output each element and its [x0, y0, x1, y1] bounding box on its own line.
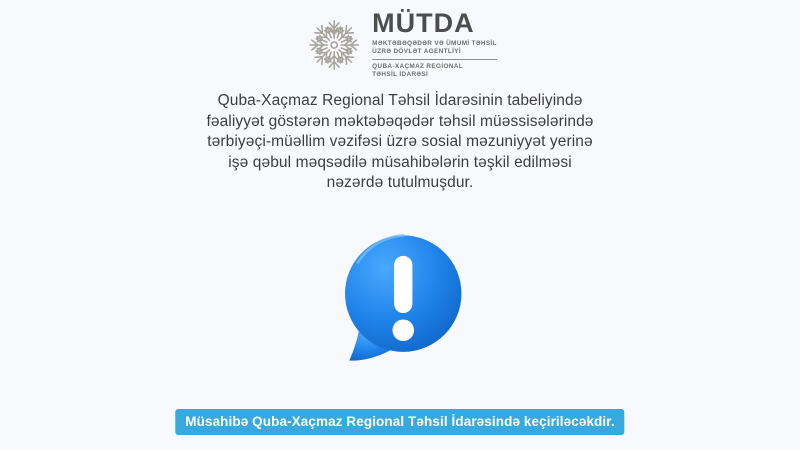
- announcement-text: Quba-Xaçmaz Regional Təhsil İdarəsinin tabeliyində fəaliyyət göstərən məktəbəqədər təhsil müəssisələrində tərbiyəçi-müəllim vəzifəsi üzrə sosial məzuniyyət yerinə işə qəbul məqsədilə müsahibələrin təşkil edilməsi nəzərdə tutulmuşdur.: [206, 92, 594, 191]
- rosette-snowflake-icon: [303, 14, 365, 76]
- logo-agency-line1: MƏKTƏBƏQƏDƏR VƏ ÜMUMİ TƏHSİL: [372, 40, 497, 47]
- logo-text-column: [372, 10, 497, 79]
- speech-bubble-exclamation-icon: [331, 230, 469, 368]
- logo-divider: [372, 59, 497, 60]
- logo-title: MÜTDA: [372, 8, 475, 38]
- logo-regional-line1: QUBA-XAÇMAZ REGİONAL: [372, 63, 463, 70]
- mutda-logo: [303, 10, 497, 79]
- logo-regional-office: [372, 63, 497, 79]
- logo-regional-line2: TƏHSİL İDARƏSİ: [372, 71, 429, 78]
- logo-agency-line2: ÜZRƏ DÖVLƏT AGENTLİYİ: [372, 48, 461, 55]
- footer-banner: Müsahibə Quba-Xaçmaz Regional Təhsil İdarəsində keçiriləcəkdir.: [175, 409, 624, 435]
- logo-agency-name: [372, 40, 497, 56]
